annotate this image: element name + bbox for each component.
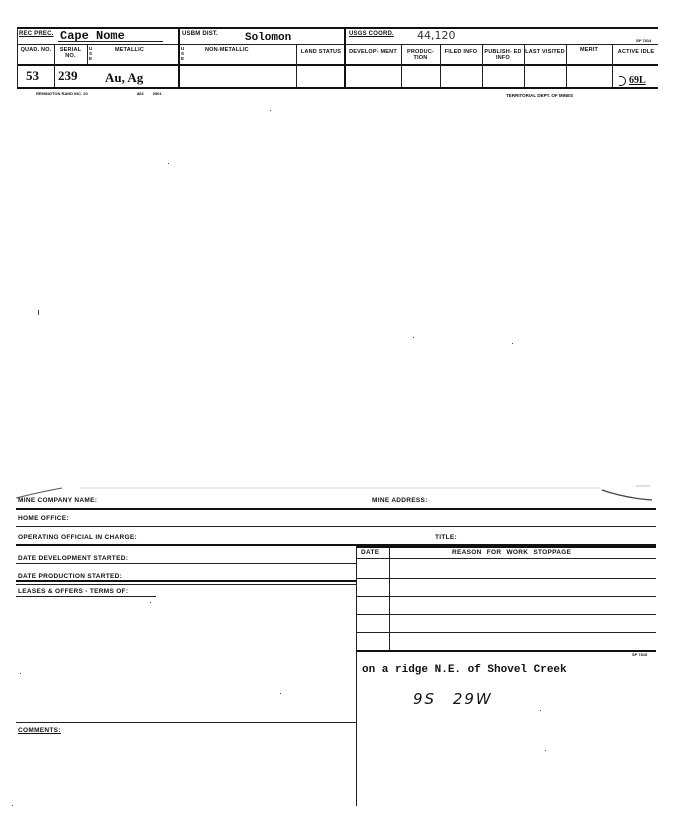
header-development: DEVELOP- MENT: [349, 49, 397, 55]
rec-prec-value: Cape Nome: [60, 29, 125, 43]
divider: [178, 27, 180, 87]
active-idle-value: 69L: [629, 75, 646, 86]
header-last-visited: LAST VISITED: [525, 49, 565, 55]
form-number-top: SP 7814: [636, 38, 652, 43]
usbm-dist-underline: [233, 44, 333, 45]
header-merit: MERIT: [579, 47, 599, 53]
form-number-bottom: SP 7815: [632, 652, 648, 657]
card-top-edge: [0, 480, 678, 506]
quad-no-value: 53: [26, 68, 39, 83]
stoppage-row-rule: [356, 614, 656, 615]
location-note: on a ridge N.E. of Shovel Creek: [362, 664, 567, 676]
header-filed-info: FILED INFO: [444, 49, 478, 55]
stoppage-row-rule: [356, 558, 656, 559]
divider: [87, 44, 88, 64]
speck: [150, 602, 151, 603]
usgs-coord-value: 44,120: [417, 29, 456, 42]
metallic-value: Au, Ag: [105, 70, 144, 85]
speck: [270, 110, 271, 111]
mine-address-label: MINE ADDRESS:: [372, 497, 428, 504]
operating-official-label: OPERATING OFFICIAL IN CHARGE:: [18, 534, 137, 541]
speck: [12, 805, 13, 806]
divider: [612, 44, 613, 87]
bracket-mark: [619, 76, 626, 86]
header-land-status: LAND STATUS: [300, 49, 342, 55]
comments-label: COMMENTS:: [18, 727, 61, 734]
leases-label: LEASES & OFFERS - TERMS OF:: [18, 588, 129, 595]
header-quad-no: QUAD. NO.: [20, 47, 52, 53]
rec-prec-underline: [58, 41, 163, 42]
stoppage-bottom-rule: [356, 650, 656, 652]
header-published-info: PUBLISH- ED INFO: [484, 49, 522, 61]
header-serial-no: SERIAL NO.: [59, 47, 82, 59]
rule-date-production-2: [16, 584, 356, 585]
rule-stoppage-top: [356, 546, 656, 548]
rule-date-production: [16, 580, 356, 582]
divider: [344, 27, 346, 87]
title-label: TITLE:: [435, 534, 458, 541]
usbm-dist-value: Solomon: [245, 32, 292, 44]
speck: [545, 750, 546, 751]
card-left-edge: [17, 27, 18, 87]
township-range-handwritten: 9S 29W: [413, 690, 493, 708]
speck: [38, 310, 39, 315]
header-non-metallic: NON-METALLIC: [205, 47, 249, 53]
rule-home-office: [16, 526, 656, 527]
header-use-non-metallic: U S E: [181, 46, 185, 61]
data-row-bottom-rule: [17, 87, 658, 89]
header-active-idle: ACTIVE IDLE: [617, 49, 655, 55]
divider: [296, 44, 297, 87]
speck: [512, 343, 513, 344]
speck: [20, 673, 21, 674]
date-development-label: DATE DEVELOPMENT STARTED:: [18, 555, 129, 562]
header-metallic: METALLIC: [115, 47, 144, 53]
speck: [168, 163, 169, 164]
speck: [540, 710, 541, 711]
rule-comments-top: [16, 722, 356, 723]
date-production-label: DATE PRODUCTION STARTED:: [18, 573, 123, 580]
speck: [280, 693, 281, 694]
reason-header: REASON FOR WORK STOPPAGE: [452, 549, 572, 556]
stoppage-row-rule: [356, 632, 656, 633]
footer-codes: 882 0501: [137, 91, 162, 96]
date-column-divider: [389, 544, 390, 652]
footer-printer: REMINGTON RAND INC. 20: [36, 91, 88, 96]
center-divider: [356, 544, 357, 806]
header-use-metallic: U S E: [89, 46, 93, 61]
header-row-bottom-rule: [17, 64, 658, 66]
rule-leases: [16, 596, 156, 597]
usgs-coord-label: USGS COORD.: [349, 31, 394, 37]
rec-prec-label: REC PREC.: [19, 31, 54, 37]
stoppage-row-rule: [356, 578, 656, 579]
header-production: PRODUC- TION: [406, 49, 435, 61]
date-header: DATE: [361, 549, 380, 556]
footer-territorial-dept: TERRITORIAL DEPT. OF MINES: [506, 93, 574, 98]
home-office-label: HOME OFFICE:: [18, 515, 69, 522]
header-row-top-rule: [17, 44, 658, 45]
speck: [413, 337, 414, 338]
stoppage-row-rule: [356, 596, 656, 597]
serial-no-value: 239: [58, 68, 78, 83]
rule-date-development: [16, 563, 356, 564]
rule-mine-company: [16, 508, 656, 510]
usbm-dist-label: USBM DIST.: [182, 31, 219, 37]
mine-company-name-label: MINE COMPANY NAME:: [18, 497, 98, 504]
